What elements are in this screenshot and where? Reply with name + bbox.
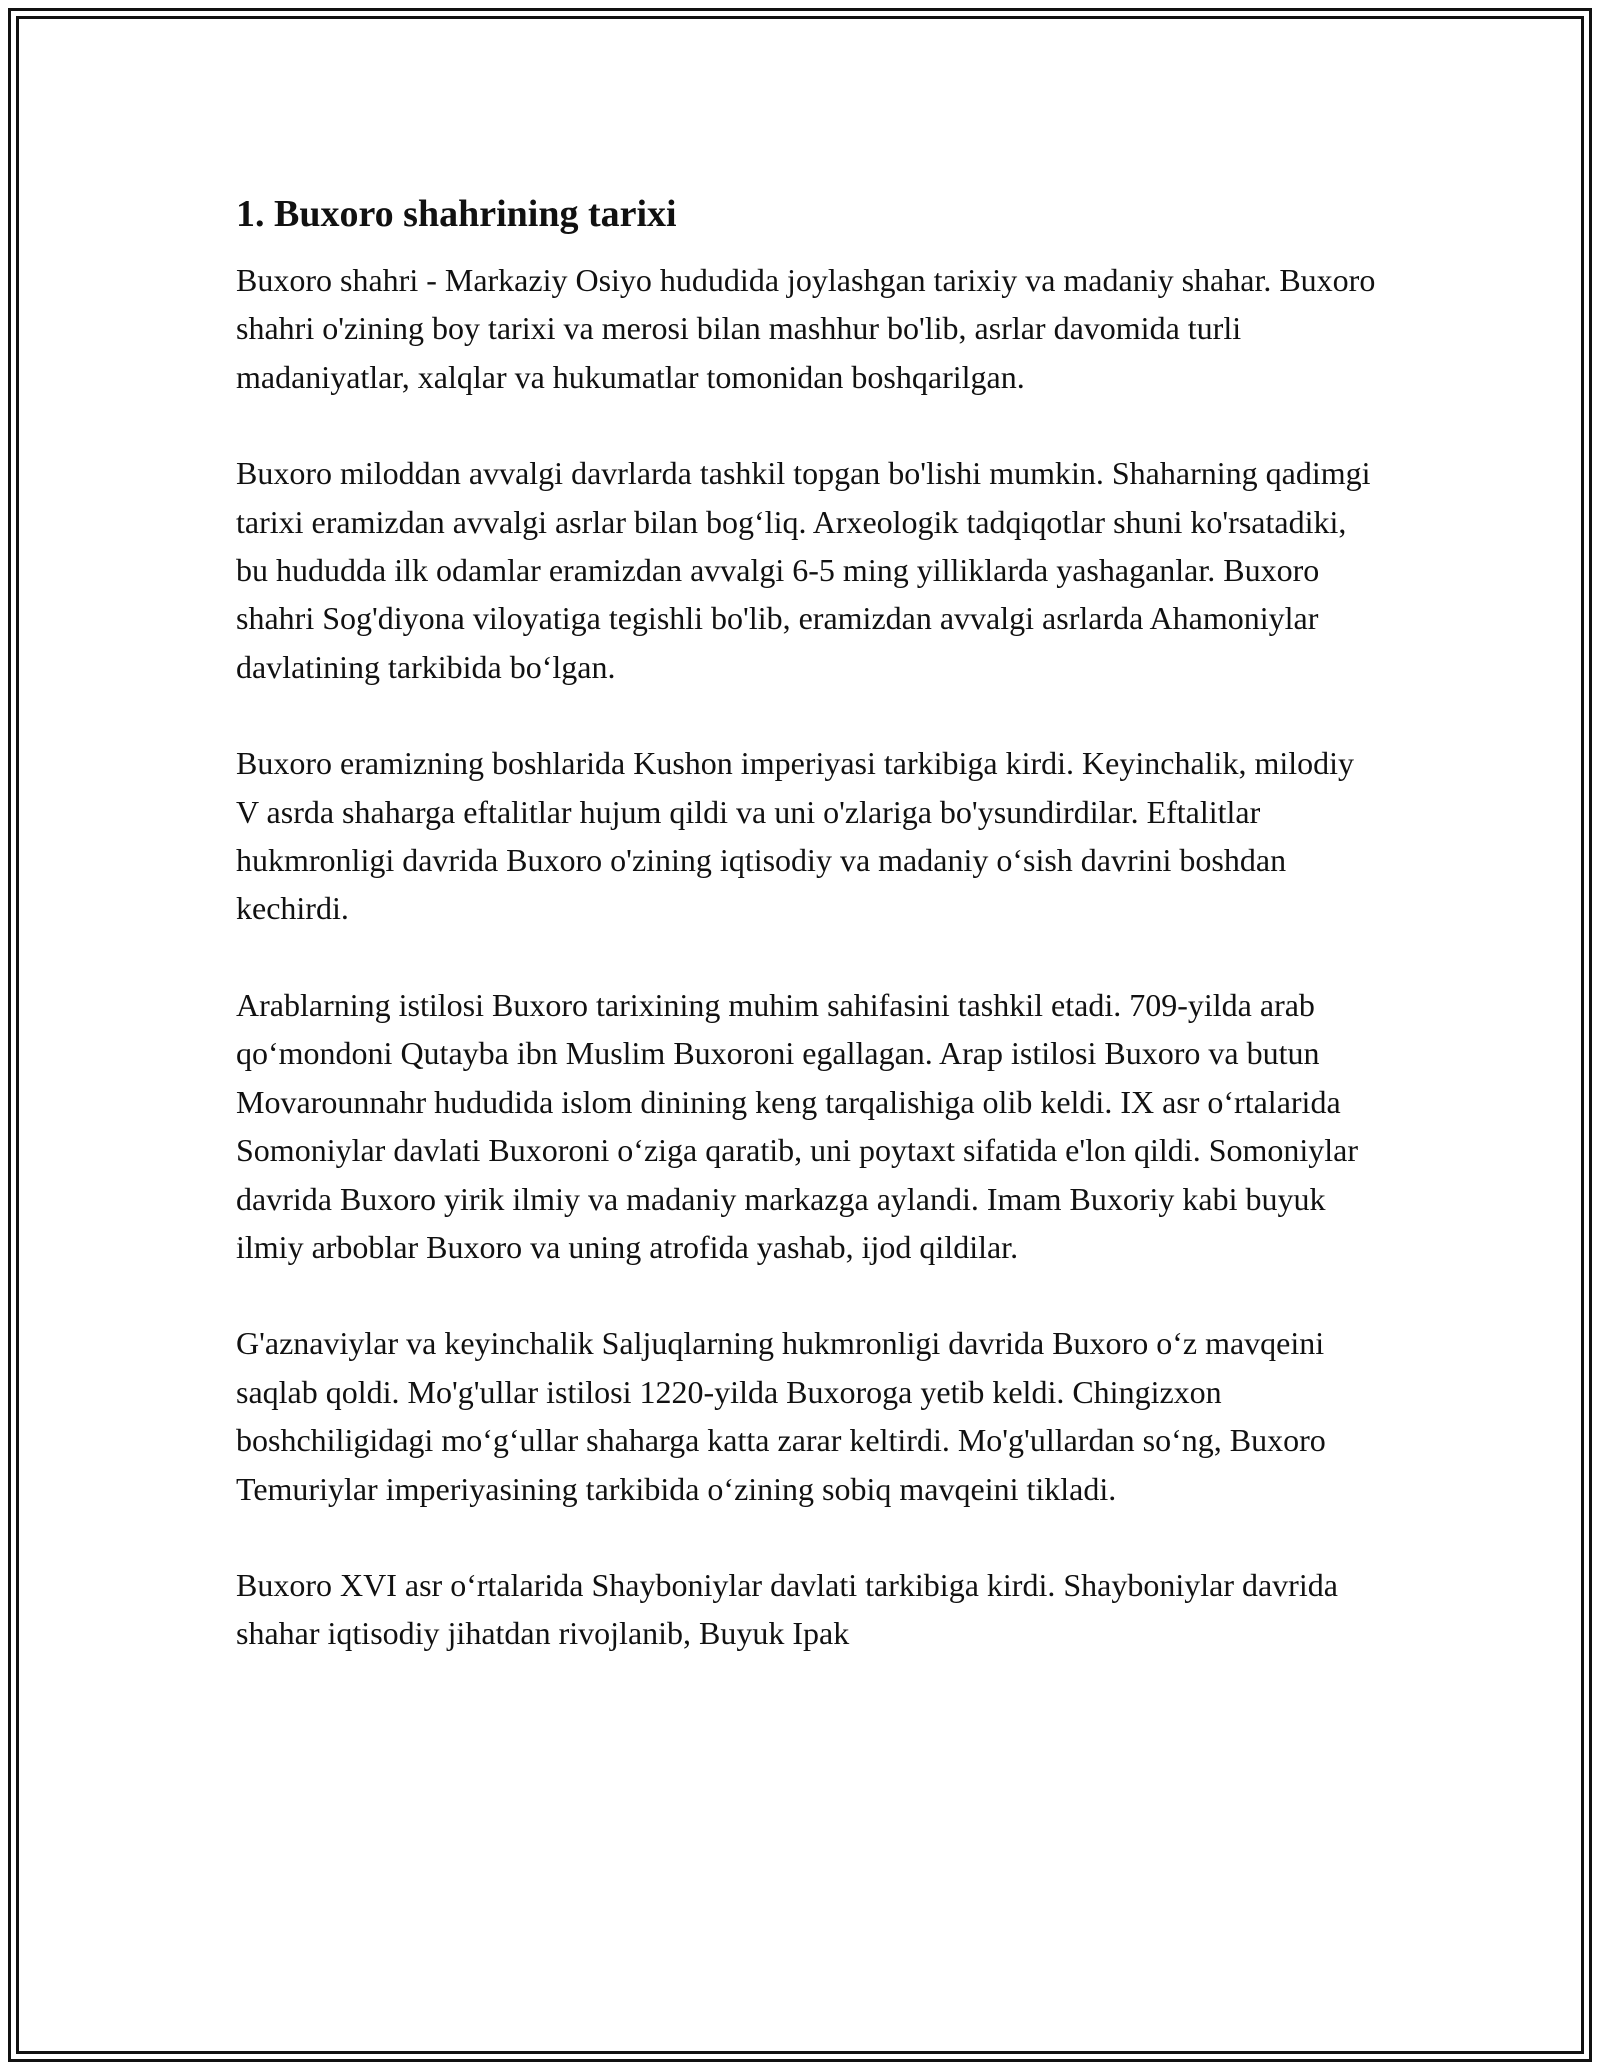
section-title: 1. Buxoro shahrining tarixi: [236, 193, 677, 235]
paragraph-4: Arablarning istilosi Buxoro tarixining muhim sahifasini tashkil etadi. 709-yilda arab qo‘mondoni Qutayba ibn Muslim Buxoroni egallagan. Arap istilosi Buxoro va butun Movarounnahr hududida islom dinining keng tarqalishiga olib keldi. IX asr o‘rtalarida Somoniylar davlati Buxoroni o‘ziga qaratib, uni poytaxt sifatida e'lon qildi. Somoniylar davrida Buxoro yirik ilmiy va madaniy markazga aylandi. Imam Buxoriy kabi buyuk ilmiy arboblar Buxoro va uning atrofida yashab, ijod qildilar.: [236, 986, 1359, 1265]
paragraph-6: Buxoro XVI asr o‘rtalarida Shayboniylar davlati tarkibiga kirdi. Shayboniylar davrida shahar iqtisodiy jihatdan rivojlanib, Buyuk Ipak: [236, 1566, 1338, 1652]
paragraph-3: Buxoro eramizning boshlarida Kushon imperiyasi tarkibiga kirdi. Keyinchalik, milodiy V asrda shaharga eftalitlar hujum qildi va uni o'zlariga bo'ysundirdilar. Eftalitlar hukmronligi davrida Buxoro o'zining iqtisodiy va madaniy o‘sish davrini boshdan kechirdi.: [236, 745, 1354, 927]
paragraph-5: G'aznaviylar va keyinchalik Saljuqlarning hukmronligi davrida Buxoro o‘z mavqeini saqlab qoldi. Mo'g'ullar istilosi 1220-yilda Buxoroga yetib keldi. Chingizxon boshchiligidagi mo‘g‘ullar shaharga katta zarar keltirdi. Mo'g'ullardan so‘ng, Buxoro Temuriylar imperiyasining tarkibida o‘zining sobiq mavqeini tikladi.: [236, 1325, 1326, 1507]
paragraph-2: Buxoro miloddan avvalgi davrlarda tashkil topgan bo'lishi mumkin. Shaharning qadimgi tarixi eramizdan avvalgi asrlar bilan bog‘liq. Arxeologik tadqiqotlar shuni ko'rsatadiki, bu hududda ilk odamlar eramizdan avvalgi 6-5 ming yilliklarda yashaganlar. Buxoro shahri Sog'diyona viloyatiga tegishli bo'lib, eramizdan avvalgi asrlarda Ahamoniylar davlatining tarkibida bo‘lgan.: [236, 455, 1371, 685]
paragraph-1: Buxoro shahri - Markaziy Osiyo hududida joylashgan tarixiy va madaniy shahar. Buxoro shahri o'zining boy tarixi va merosi bilan mashhur bo'lib, asrlar davomida turli madaniyatlar, xalqlar va hukumatlar tomonidan boshqarilgan.: [236, 262, 1376, 395]
document-body: [236, 186, 1376, 1658]
